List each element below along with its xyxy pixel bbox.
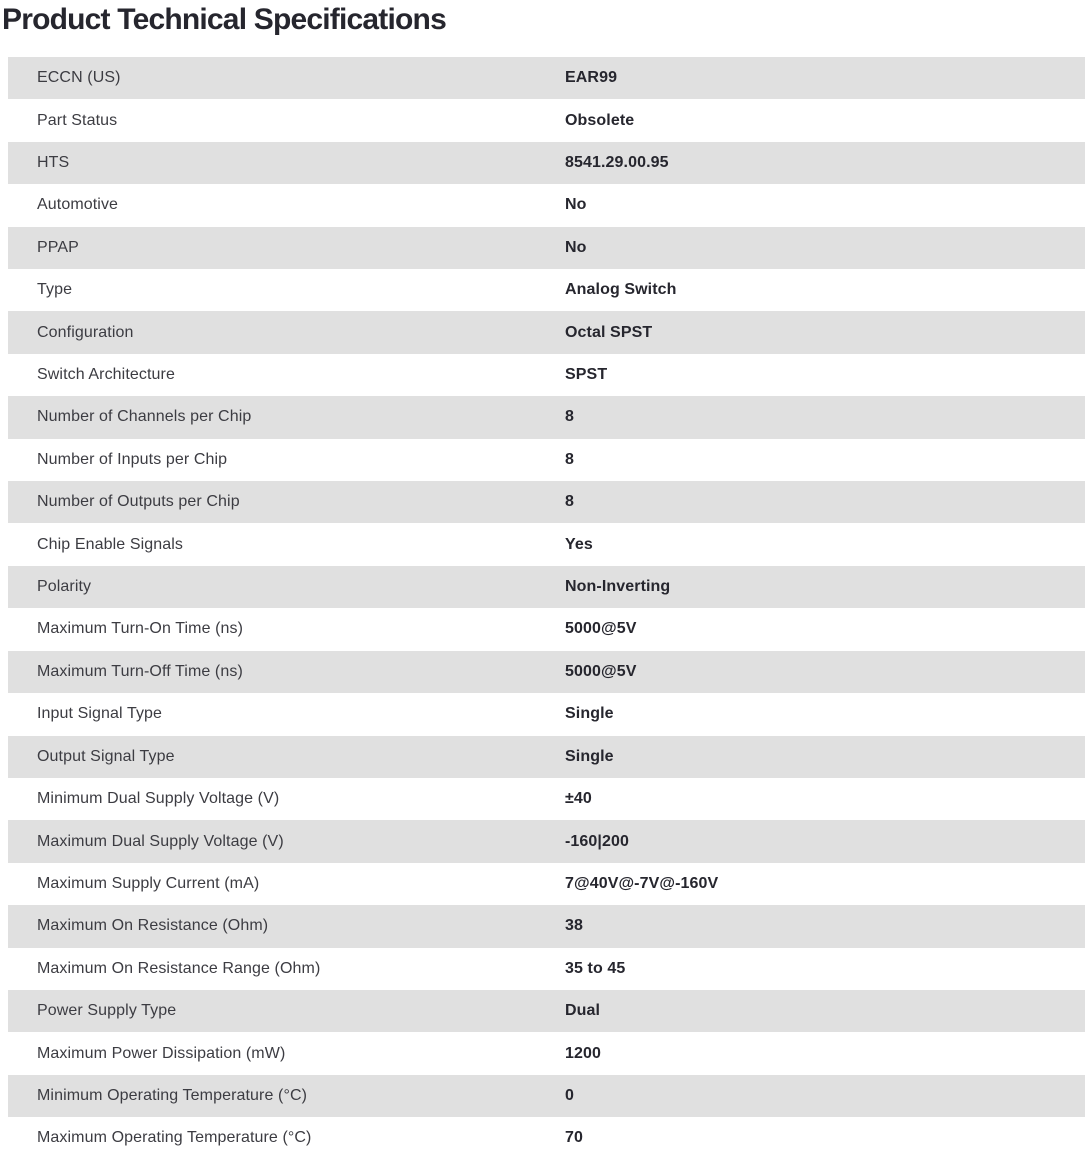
spec-value: Octal SPST	[565, 323, 653, 341]
spec-row	[8, 269, 1085, 311]
spec-value: 8	[565, 450, 574, 468]
spec-value: 8	[565, 493, 574, 511]
spec-label: Maximum Turn-On Time (ns)	[37, 620, 244, 638]
spec-table	[0, 57, 1085, 1160]
spec-row	[8, 99, 1085, 141]
spec-value: 5000@5V	[565, 620, 637, 638]
spec-row	[8, 1117, 1085, 1159]
spec-value: SPST	[565, 366, 608, 384]
spec-value: Obsolete	[565, 111, 635, 129]
spec-label: Chip Enable Signals	[37, 535, 183, 553]
spec-value: 5000@5V	[565, 662, 637, 680]
spec-row	[8, 948, 1085, 990]
spec-value: EAR99	[565, 69, 618, 87]
spec-value: 35 to 45	[565, 959, 626, 977]
spec-row	[8, 608, 1085, 650]
spec-row	[8, 311, 1085, 353]
spec-label: Maximum Supply Current (mA)	[37, 874, 260, 892]
spec-label: Number of Outputs per Chip	[37, 493, 240, 511]
spec-label: HTS	[37, 154, 70, 172]
spec-label: ECCN (US)	[37, 69, 121, 87]
spec-label: Maximum Operating Temperature (°C)	[37, 1129, 312, 1147]
spec-row	[8, 1075, 1085, 1117]
spec-label: Maximum On Resistance Range (Ohm)	[37, 959, 321, 977]
spec-label: Number of Channels per Chip	[37, 408, 252, 426]
spec-row	[8, 820, 1085, 862]
spec-row	[8, 184, 1085, 226]
spec-value: Single	[565, 705, 614, 723]
spec-value: 70	[565, 1129, 583, 1147]
spec-label: Output Signal Type	[37, 747, 175, 765]
spec-label: Part Status	[37, 111, 118, 129]
spec-label: Maximum Turn-Off Time (ns)	[37, 662, 243, 680]
spec-label: Maximum Dual Supply Voltage (V)	[37, 832, 284, 850]
spec-value: No	[565, 196, 587, 214]
spec-value: 8541.29.00.95	[565, 154, 669, 172]
spec-row	[8, 523, 1085, 565]
spec-value: ±40	[565, 790, 592, 808]
spec-label: Polarity	[37, 578, 92, 596]
spec-value: 0	[565, 1086, 574, 1104]
spec-label: Number of Inputs per Chip	[37, 450, 228, 468]
page-title: Product Technical Specifications	[2, 3, 446, 36]
spec-row	[8, 396, 1085, 438]
spec-value: Yes	[565, 535, 593, 553]
spec-value: Analog Switch	[565, 281, 677, 299]
spec-value: 38	[565, 917, 583, 935]
spec-row	[8, 57, 1085, 99]
spec-value: 1200	[565, 1044, 601, 1062]
spec-row	[8, 227, 1085, 269]
spec-row	[8, 651, 1085, 693]
spec-row	[8, 566, 1085, 608]
spec-row	[8, 863, 1085, 905]
spec-row	[8, 990, 1085, 1032]
spec-value: 8	[565, 408, 574, 426]
spec-value: -160|200	[565, 832, 629, 850]
spec-row	[8, 905, 1085, 947]
spec-label: PPAP	[37, 238, 79, 256]
spec-value: Single	[565, 747, 614, 765]
spec-row	[8, 354, 1085, 396]
spec-value: No	[565, 238, 587, 256]
spec-value: Dual	[565, 1002, 601, 1020]
spec-label: Maximum On Resistance (Ohm)	[37, 917, 269, 935]
spec-row	[8, 481, 1085, 523]
spec-row	[8, 736, 1085, 778]
spec-label: Power Supply Type	[37, 1002, 177, 1020]
spec-row	[8, 439, 1085, 481]
spec-label: Automotive	[37, 196, 119, 214]
spec-row	[8, 693, 1085, 735]
spec-label: Minimum Operating Temperature (°C)	[37, 1086, 308, 1104]
spec-label: Input Signal Type	[37, 705, 163, 723]
spec-label: Type	[37, 281, 73, 299]
spec-row	[8, 778, 1085, 820]
spec-value: Non-Inverting	[565, 578, 671, 596]
spec-row	[8, 1032, 1085, 1074]
spec-value: 7@40V@-7V@-160V	[565, 874, 719, 892]
spec-label: Maximum Power Dissipation (mW)	[37, 1044, 286, 1062]
spec-row	[8, 142, 1085, 184]
spec-label: Minimum Dual Supply Voltage (V)	[37, 790, 280, 808]
spec-label: Switch Architecture	[37, 366, 175, 384]
spec-label: Configuration	[37, 323, 134, 341]
